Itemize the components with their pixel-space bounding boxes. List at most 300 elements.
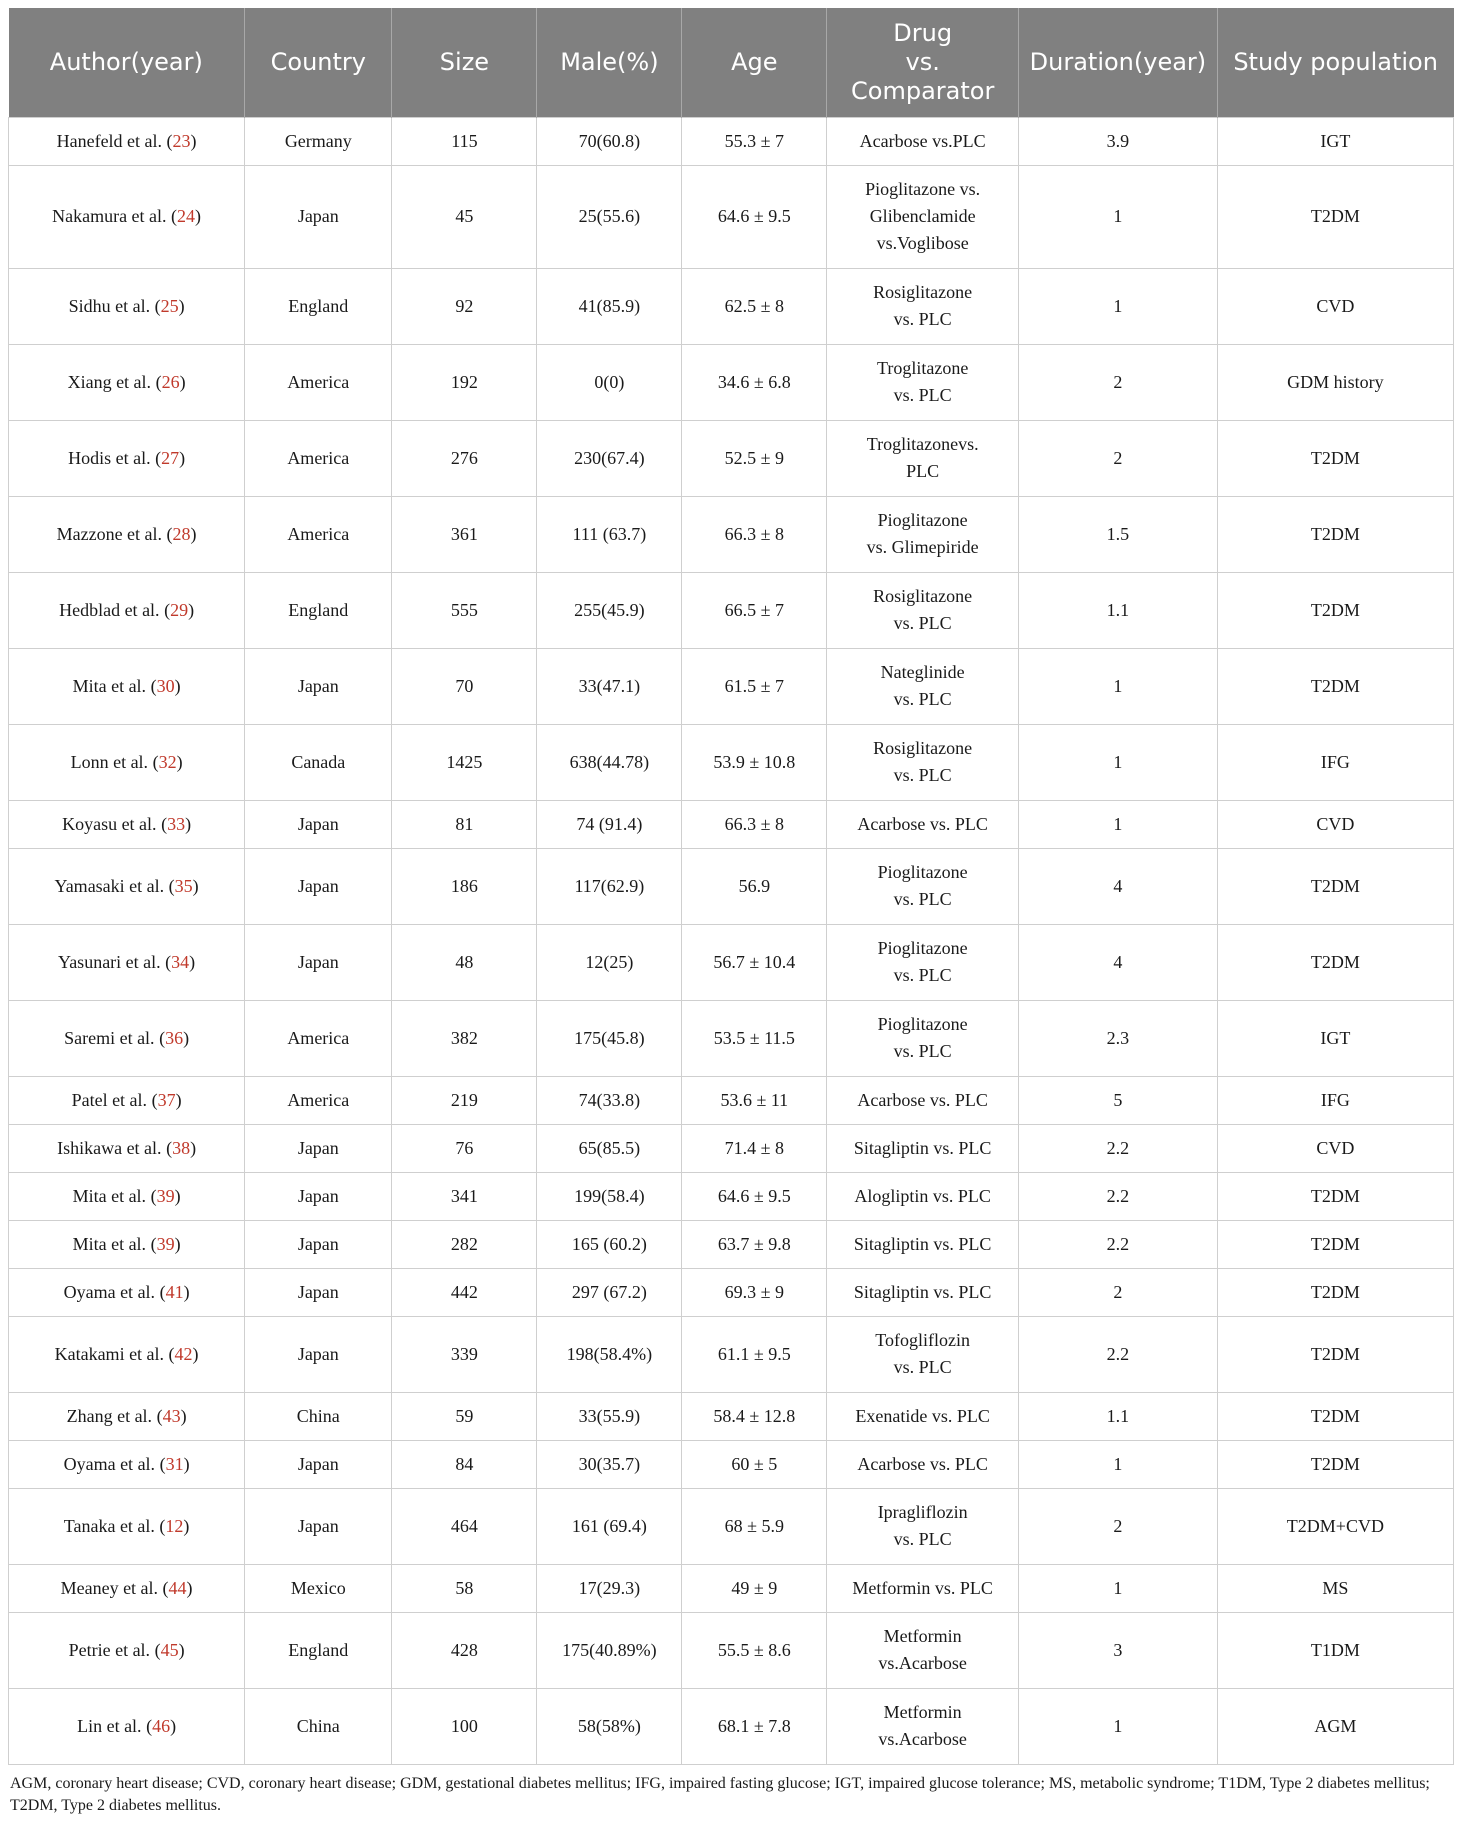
cell-size: 276: [392, 420, 537, 496]
cell-population: T2DM: [1217, 1440, 1453, 1488]
cell-age: 64.6 ± 9.5: [682, 165, 827, 268]
cell-country: England: [245, 572, 392, 648]
cell-duration: 2.2: [1019, 1172, 1218, 1220]
cell-age: 58.4 ± 12.8: [682, 1392, 827, 1440]
header-age: Age: [682, 8, 827, 117]
cell-male: 74(33.8): [537, 1076, 682, 1124]
author-name: Ishikawa et al.: [57, 1137, 162, 1158]
drug-line: Metformin: [883, 1702, 962, 1722]
cell-drug: [827, 420, 1019, 496]
reference-number: 44: [168, 1577, 187, 1598]
cell-drug: [827, 848, 1019, 924]
cell-population: IFG: [1217, 724, 1453, 800]
cell-age: 55.5 ± 8.6: [682, 1612, 827, 1688]
cell-duration: 5: [1019, 1076, 1218, 1124]
cell-author: Lin et al. (46): [9, 1688, 245, 1764]
header-drug-line: Comparator: [851, 76, 995, 105]
cell-population: MS: [1217, 1564, 1453, 1612]
table-container: [8, 8, 1454, 1817]
table-row: [9, 165, 1454, 268]
drug-line: Acarbose vs. PLC: [857, 1453, 988, 1474]
cell-size: 58: [392, 1564, 537, 1612]
drug-line: Ipragliflozin: [877, 1502, 968, 1522]
cell-population: CVD: [1217, 800, 1453, 848]
author-name: Tanaka et al.: [63, 1515, 155, 1536]
table-row: [9, 572, 1454, 648]
cell-author: Lonn et al. (32): [9, 724, 245, 800]
cell-country: America: [245, 1000, 392, 1076]
cell-size: 341: [392, 1172, 537, 1220]
cell-duration: 3: [1019, 1612, 1218, 1688]
drug-line: Sitagliptin vs. PLC: [853, 1233, 992, 1254]
drug-line: Pioglitazone: [877, 938, 968, 958]
drug-line: vs. PLC: [893, 765, 952, 785]
study-table: [8, 8, 1454, 1765]
cell-author: Hodis et al. (27): [9, 420, 245, 496]
cell-age: 66.5 ± 7: [682, 572, 827, 648]
cell-author: Yamasaki et al. (35): [9, 848, 245, 924]
cell-duration: 2: [1019, 344, 1218, 420]
cell-drug: [827, 1124, 1019, 1172]
drug-line: Alogliptin vs. PLC: [854, 1185, 991, 1206]
cell-drug: [827, 344, 1019, 420]
cell-age: 56.9: [682, 848, 827, 924]
cell-country: China: [245, 1688, 392, 1764]
cell-population: T1DM: [1217, 1612, 1453, 1688]
cell-duration: 1: [1019, 1688, 1218, 1764]
cell-country: Mexico: [245, 1564, 392, 1612]
reference-number: 28: [172, 523, 191, 544]
cell-age: 71.4 ± 8: [682, 1124, 827, 1172]
cell-size: 428: [392, 1612, 537, 1688]
drug-line: vs. PLC: [893, 965, 952, 985]
cell-duration: 1.5: [1019, 496, 1218, 572]
cell-duration: 2: [1019, 1488, 1218, 1564]
cell-size: 48: [392, 924, 537, 1000]
cell-drug: [827, 1688, 1019, 1764]
cell-duration: 2.2: [1019, 1124, 1218, 1172]
cell-population: AGM: [1217, 1688, 1453, 1764]
cell-male: 65(85.5): [537, 1124, 682, 1172]
drug-line: Troglitazonevs.: [866, 434, 979, 454]
cell-country: America: [245, 344, 392, 420]
drug-line: vs. Glimepiride: [866, 537, 979, 557]
author-name: Koyasu et al.: [62, 813, 157, 834]
drug-line: Pioglitazone vs.: [865, 179, 981, 199]
table-row: [9, 800, 1454, 848]
cell-drug: [827, 1392, 1019, 1440]
reference-number: 31: [165, 1453, 184, 1474]
cell-duration: 1: [1019, 268, 1218, 344]
table-row: [9, 1488, 1454, 1564]
reference-number: 39: [156, 1233, 175, 1254]
cell-size: 81: [392, 800, 537, 848]
cell-male: 175(40.89%): [537, 1612, 682, 1688]
header-population: Study population: [1217, 8, 1453, 117]
header-duration: Duration(year): [1019, 8, 1218, 117]
drug-line: vs. PLC: [893, 1357, 952, 1377]
author-name: Oyama et al.: [63, 1453, 156, 1474]
table-row: [9, 1000, 1454, 1076]
cell-size: 1425: [392, 724, 537, 800]
cell-country: America: [245, 1076, 392, 1124]
cell-male: 111 (63.7): [537, 496, 682, 572]
reference-number: 46: [152, 1715, 171, 1736]
cell-size: 382: [392, 1000, 537, 1076]
drug-line: vs. PLC: [893, 613, 952, 633]
drug-line: vs. PLC: [893, 309, 952, 329]
table-header: [9, 8, 1454, 117]
author-name: Oyama et al.: [63, 1281, 156, 1302]
cell-age: 60 ± 5: [682, 1440, 827, 1488]
cell-age: 52.5 ± 9: [682, 420, 827, 496]
table-row: [9, 1612, 1454, 1688]
header-size: Size: [392, 8, 537, 117]
cell-drug: [827, 1440, 1019, 1488]
cell-author: Ishikawa et al. (38): [9, 1124, 245, 1172]
cell-drug: [827, 1172, 1019, 1220]
reference-number: 12: [165, 1515, 184, 1536]
cell-size: 555: [392, 572, 537, 648]
table-footnote: AGM, coronary heart disease; CVD, coronary heart disease; GDM, gestational diabetes mellitus; IFG, impaired fasting glucose; IGT, impaired glucose tolerance; MS, metabolic syndrome; T1DM, Type 2 diabetes mellitus; T2DM, Type 2 diabetes mellitus.: [10, 1774, 1430, 1814]
cell-male: 638(44.78): [537, 724, 682, 800]
cell-population: T2DM: [1217, 648, 1453, 724]
cell-size: 464: [392, 1488, 537, 1564]
cell-author: Oyama et al. (31): [9, 1440, 245, 1488]
drug-line: vs. PLC: [893, 889, 952, 909]
author-name: Meaney et al.: [60, 1577, 159, 1598]
cell-author: Yasunari et al. (34): [9, 924, 245, 1000]
drug-line: Pioglitazone: [877, 862, 968, 882]
cell-population: T2DM: [1217, 165, 1453, 268]
table-row: [9, 117, 1454, 165]
header-drug: [827, 8, 1019, 117]
cell-country: Japan: [245, 1316, 392, 1392]
table-row: [9, 1268, 1454, 1316]
cell-age: 66.3 ± 8: [682, 800, 827, 848]
cell-country: England: [245, 268, 392, 344]
drug-line: PLC: [906, 461, 940, 481]
cell-population: T2DM: [1217, 1316, 1453, 1392]
cell-population: T2DM: [1217, 572, 1453, 648]
author-name: Mita et al.: [72, 1233, 147, 1254]
cell-population: T2DM: [1217, 1392, 1453, 1440]
cell-drug: [827, 1268, 1019, 1316]
cell-author: Patel et al. (37): [9, 1076, 245, 1124]
cell-drug: [827, 924, 1019, 1000]
drug-line: vs. PLC: [893, 1041, 952, 1061]
cell-drug: [827, 165, 1019, 268]
cell-age: 56.7 ± 10.4: [682, 924, 827, 1000]
drug-line: Pioglitazone: [877, 1014, 968, 1034]
cell-male: 33(55.9): [537, 1392, 682, 1440]
drug-line: Rosiglitazone: [873, 586, 973, 606]
cell-author: Petrie et al. (45): [9, 1612, 245, 1688]
cell-male: 12(25): [537, 924, 682, 1000]
cell-population: T2DM: [1217, 1268, 1453, 1316]
cell-size: 45: [392, 165, 537, 268]
table-row: [9, 1076, 1454, 1124]
cell-age: 61.1 ± 9.5: [682, 1316, 827, 1392]
reference-number: 25: [160, 295, 179, 316]
cell-country: Japan: [245, 1220, 392, 1268]
cell-male: 70(60.8): [537, 117, 682, 165]
cell-population: T2DM: [1217, 420, 1453, 496]
cell-author: Hanefeld et al. (23): [9, 117, 245, 165]
cell-duration: 2: [1019, 1268, 1218, 1316]
cell-age: 62.5 ± 8: [682, 268, 827, 344]
author-name: Hanefeld et al.: [56, 130, 163, 151]
table-row: [9, 1392, 1454, 1440]
table-row: [9, 724, 1454, 800]
cell-size: 59: [392, 1392, 537, 1440]
drug-line: Sitagliptin vs. PLC: [853, 1281, 992, 1302]
cell-country: Japan: [245, 1488, 392, 1564]
cell-country: Japan: [245, 1268, 392, 1316]
table-row: [9, 1220, 1454, 1268]
header-drug-line: vs.: [905, 47, 940, 76]
drug-line: Tofogliflozin: [875, 1330, 971, 1350]
reference-number: 29: [170, 599, 189, 620]
cell-duration: 2.3: [1019, 1000, 1218, 1076]
author-name: Saremi et al.: [64, 1027, 155, 1048]
cell-author: Hedblad et al. (29): [9, 572, 245, 648]
drug-line: vs. PLC: [893, 689, 952, 709]
cell-duration: 1: [1019, 1440, 1218, 1488]
cell-author: Xiang et al. (26): [9, 344, 245, 420]
reference-number: 33: [167, 813, 186, 834]
cell-age: 66.3 ± 8: [682, 496, 827, 572]
cell-author: Oyama et al. (41): [9, 1268, 245, 1316]
author-name: Petrie et al.: [68, 1639, 151, 1660]
cell-male: 74 (91.4): [537, 800, 682, 848]
header-row: [9, 8, 1454, 117]
author-name: Mita et al.: [72, 1185, 147, 1206]
reference-number: 43: [162, 1405, 181, 1426]
reference-number: 34: [171, 951, 190, 972]
header-male: Male(%): [537, 8, 682, 117]
author-name: Lonn et al.: [70, 751, 149, 772]
cell-duration: 4: [1019, 848, 1218, 924]
cell-duration: 1: [1019, 165, 1218, 268]
cell-population: T2DM+CVD: [1217, 1488, 1453, 1564]
cell-author: Tanaka et al. (12): [9, 1488, 245, 1564]
cell-duration: 3.9: [1019, 117, 1218, 165]
header-country: Country: [245, 8, 392, 117]
cell-age: 61.5 ± 7: [682, 648, 827, 724]
cell-author: Mita et al. (39): [9, 1172, 245, 1220]
cell-author: Katakami et al. (42): [9, 1316, 245, 1392]
cell-duration: 1: [1019, 1564, 1218, 1612]
cell-male: 175(45.8): [537, 1000, 682, 1076]
cell-drug: [827, 1564, 1019, 1612]
drug-line: Acarbose vs.PLC: [859, 130, 986, 151]
author-name: Katakami et al.: [54, 1343, 165, 1364]
cell-duration: 2: [1019, 420, 1218, 496]
table-row: [9, 1564, 1454, 1612]
author-name: Hedblad et al.: [59, 599, 160, 620]
cell-population: T2DM: [1217, 1172, 1453, 1220]
cell-author: Sidhu et al. (25): [9, 268, 245, 344]
cell-size: 442: [392, 1268, 537, 1316]
drug-line: vs.Acarbose: [878, 1653, 967, 1673]
author-name: Mazzone et al.: [56, 523, 163, 544]
reference-number: 23: [172, 130, 191, 151]
cell-country: Japan: [245, 924, 392, 1000]
author-name: Xiang et al.: [67, 371, 152, 392]
cell-country: America: [245, 420, 392, 496]
table-row: [9, 648, 1454, 724]
drug-line: Rosiglitazone: [873, 282, 973, 302]
cell-population: T2DM: [1217, 924, 1453, 1000]
cell-country: Canada: [245, 724, 392, 800]
cell-drug: [827, 1220, 1019, 1268]
cell-size: 100: [392, 1688, 537, 1764]
cell-male: 41(85.9): [537, 268, 682, 344]
reference-number: 24: [177, 206, 196, 226]
reference-number: 39: [156, 1185, 175, 1206]
cell-size: 339: [392, 1316, 537, 1392]
cell-drug: [827, 800, 1019, 848]
cell-duration: 1: [1019, 648, 1218, 724]
cell-male: 58(58%): [537, 1688, 682, 1764]
cell-drug: [827, 1612, 1019, 1688]
cell-male: 0(0): [537, 344, 682, 420]
cell-country: Japan: [245, 800, 392, 848]
reference-number: 36: [165, 1027, 184, 1048]
drug-line: Acarbose vs. PLC: [857, 1089, 988, 1110]
cell-population: IFG: [1217, 1076, 1453, 1124]
drug-line: vs.Acarbose: [878, 1729, 967, 1749]
cell-male: 198(58.4%): [537, 1316, 682, 1392]
cell-author: Mita et al. (39): [9, 1220, 245, 1268]
cell-size: 186: [392, 848, 537, 924]
cell-drug: [827, 268, 1019, 344]
cell-male: 17(29.3): [537, 1564, 682, 1612]
table-row: [9, 268, 1454, 344]
author-name: Lin et al.: [77, 1715, 142, 1736]
cell-population: T2DM: [1217, 848, 1453, 924]
cell-author: Mita et al. (30): [9, 648, 245, 724]
cell-population: CVD: [1217, 1124, 1453, 1172]
cell-drug: [827, 117, 1019, 165]
reference-number: 37: [157, 1089, 176, 1110]
table-row: [9, 1440, 1454, 1488]
cell-age: 69.3 ± 9: [682, 1268, 827, 1316]
cell-author: Nakamura et al. (24): [9, 165, 245, 268]
cell-age: 68 ± 5.9: [682, 1488, 827, 1564]
cell-duration: 1: [1019, 724, 1218, 800]
cell-male: 199(58.4): [537, 1172, 682, 1220]
cell-male: 117(62.9): [537, 848, 682, 924]
cell-drug: [827, 572, 1019, 648]
cell-age: 53.9 ± 10.8: [682, 724, 827, 800]
cell-population: IGT: [1217, 1000, 1453, 1076]
reference-number: 42: [174, 1343, 193, 1364]
cell-drug: [827, 1316, 1019, 1392]
reference-number: 38: [172, 1137, 191, 1158]
cell-age: 53.5 ± 11.5: [682, 1000, 827, 1076]
cell-duration: 1.1: [1019, 1392, 1218, 1440]
reference-number: 41: [165, 1281, 184, 1302]
drug-line: Nateglinide: [880, 662, 965, 682]
drug-line: vs. PLC: [893, 1529, 952, 1549]
table-row: [9, 1316, 1454, 1392]
cell-author: Meaney et al. (44): [9, 1564, 245, 1612]
author-name: Hodis et al.: [68, 447, 151, 468]
cell-population: CVD: [1217, 268, 1453, 344]
cell-drug: [827, 724, 1019, 800]
cell-population: T2DM: [1217, 496, 1453, 572]
cell-drug: [827, 1000, 1019, 1076]
cell-country: Japan: [245, 1124, 392, 1172]
cell-male: 230(67.4): [537, 420, 682, 496]
author-name: Sidhu et al.: [68, 295, 151, 316]
author-name: Mita et al.: [72, 675, 147, 696]
cell-country: Japan: [245, 1440, 392, 1488]
drug-line: Pioglitazone: [877, 510, 968, 530]
cell-size: 361: [392, 496, 537, 572]
cell-size: 70: [392, 648, 537, 724]
cell-male: 255(45.9): [537, 572, 682, 648]
table-row: [9, 1172, 1454, 1220]
cell-country: China: [245, 1392, 392, 1440]
drug-line: Troglitazone: [877, 358, 969, 378]
drug-line: Exenatide vs. PLC: [855, 1405, 990, 1426]
reference-number: 30: [156, 675, 175, 696]
cell-size: 219: [392, 1076, 537, 1124]
drug-line: Metformin vs. PLC: [852, 1577, 993, 1598]
cell-age: 55.3 ± 7: [682, 117, 827, 165]
cell-population: T2DM: [1217, 1220, 1453, 1268]
table-row: [9, 496, 1454, 572]
cell-author: Zhang et al. (43): [9, 1392, 245, 1440]
author-name: Yasunari et al.: [58, 951, 161, 972]
cell-age: 49 ± 9: [682, 1564, 827, 1612]
cell-duration: 1: [1019, 800, 1218, 848]
cell-population: GDM history: [1217, 344, 1453, 420]
drug-line: Rosiglitazone: [873, 738, 973, 758]
header-author: Author(year): [9, 8, 245, 117]
cell-age: 53.6 ± 11: [682, 1076, 827, 1124]
cell-male: 30(35.7): [537, 1440, 682, 1488]
cell-author: Saremi et al. (36): [9, 1000, 245, 1076]
table-row: [9, 420, 1454, 496]
author-name: Zhang et al.: [66, 1405, 153, 1426]
table-row: [9, 924, 1454, 1000]
drug-line: vs. PLC: [893, 385, 952, 405]
table-row: [9, 1124, 1454, 1172]
cell-country: America: [245, 496, 392, 572]
cell-duration: 4: [1019, 924, 1218, 1000]
drug-line: Metformin: [883, 1626, 962, 1646]
reference-number: 26: [161, 371, 180, 392]
cell-age: 64.6 ± 9.5: [682, 1172, 827, 1220]
cell-size: 192: [392, 344, 537, 420]
cell-drug: [827, 648, 1019, 724]
reference-number: 32: [158, 751, 177, 772]
cell-male: 297 (67.2): [537, 1268, 682, 1316]
cell-male: 165 (60.2): [537, 1220, 682, 1268]
cell-author: Mazzone et al. (28): [9, 496, 245, 572]
cell-drug: [827, 496, 1019, 572]
cell-country: England: [245, 1612, 392, 1688]
cell-country: Japan: [245, 165, 392, 268]
table-row: [9, 848, 1454, 924]
cell-duration: 2.2: [1019, 1316, 1218, 1392]
drug-line: Sitagliptin vs. PLC: [853, 1137, 992, 1158]
cell-drug: [827, 1488, 1019, 1564]
